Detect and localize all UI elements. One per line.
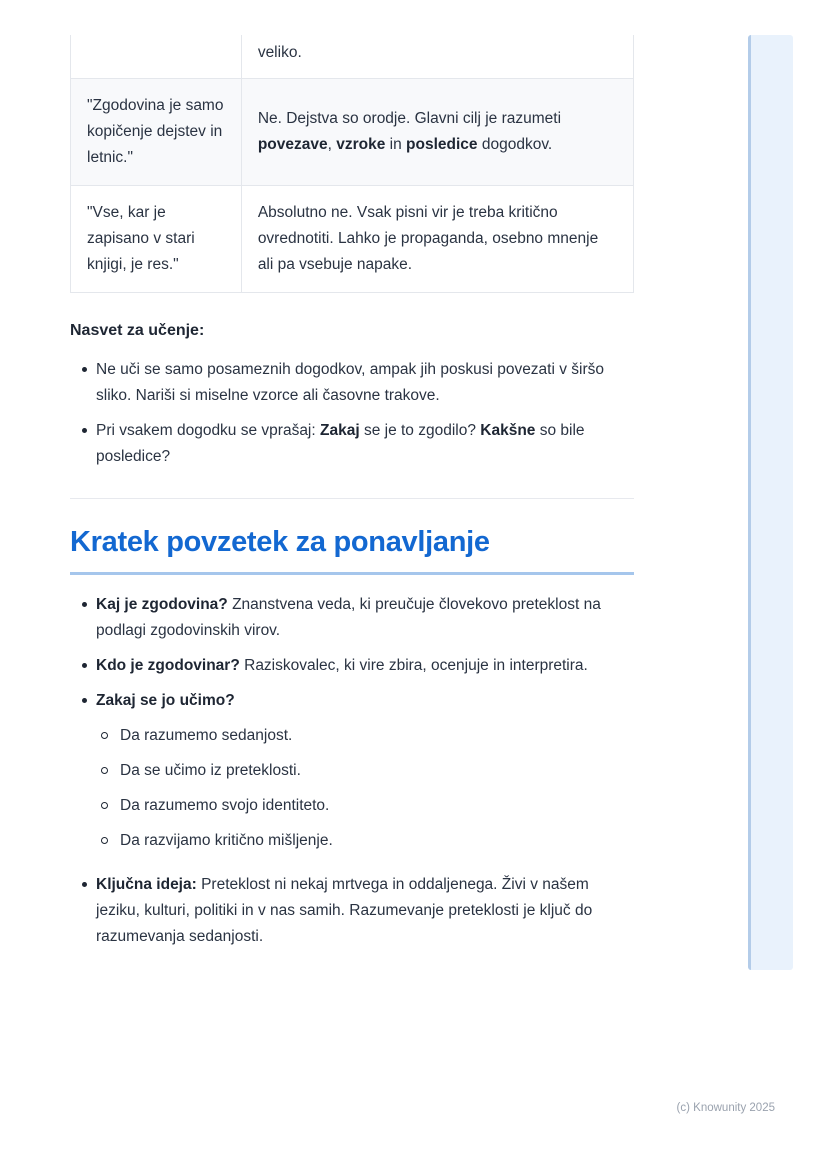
bold-text: posledice <box>406 135 478 153</box>
tips-heading: Nasvet za učenje: <box>70 321 205 339</box>
cell-text: "Zgodovina je samo kopičenje dejstev in letnic." <box>87 96 224 166</box>
list-item <box>70 688 634 863</box>
cell-text: Absolutno ne. Vsak pisni vir je treba kritično ovrednotiti. Lahko je propaganda, osebno mnenje ali pa vsebuje napake. <box>257 203 599 273</box>
table-cell-left <box>71 35 242 78</box>
bold-text: vzroke <box>336 135 386 153</box>
bullet-dot-icon <box>82 602 87 607</box>
summary-sub-list <box>96 723 333 854</box>
bullet-circle-icon <box>101 732 108 739</box>
list-item <box>70 592 634 644</box>
bullet-dot-icon <box>82 882 87 887</box>
table-cell-left <box>71 78 242 185</box>
tip-text-segment: so bile posledice? <box>96 421 585 465</box>
sub-list-item <box>96 828 333 854</box>
summary-text <box>96 592 634 644</box>
footer-credit: (c) Knowunity 2025 <box>676 1102 775 1114</box>
summary-text-segment: Znanstvena veda, ki preučuje človekovo preteklost na podlagi zgodovinskih virov. <box>96 595 601 639</box>
sub-list-item <box>96 793 333 819</box>
table-row <box>71 78 634 185</box>
cell-text: Ne. Dejstva so orodje. Glavni cilj je razumeti <box>257 109 562 127</box>
table-row <box>71 185 634 292</box>
bullet-dot-icon <box>82 698 87 703</box>
sub-list-item <box>96 758 333 784</box>
table-cell-right <box>241 185 633 292</box>
sub-item-text: Da razumemo svojo identiteto. <box>120 796 330 814</box>
cell-text: in <box>385 135 407 153</box>
summary-text <box>96 688 333 863</box>
cell-text: dogodkov. <box>477 135 553 153</box>
bold-lead: Ključna ideja: <box>96 875 197 893</box>
bold-lead: Kaj je zgodovina? <box>96 595 228 613</box>
summary-text-segment: Preteklost ni nekaj mrtvega in oddaljenega. Živi v našem jeziku, kulturi, politiki in v nas samih. Razumevanje preteklosti je ključ do razumevanja sedanjosti. <box>96 875 593 945</box>
bullet-circle-icon <box>101 802 108 809</box>
summary-text <box>96 872 634 950</box>
bullet-dot-icon <box>82 367 87 372</box>
list-item <box>70 653 634 679</box>
tip-text-segment: se je to zgodilo? <box>359 421 481 439</box>
list-item <box>70 418 634 470</box>
page-edge-bar <box>748 35 793 970</box>
sub-item-text: Da se učimo iz preteklosti. <box>120 761 301 779</box>
tip-text-segment: Pri vsakem dogodku se vprašaj: <box>96 421 320 439</box>
bold-lead: Zakaj se jo učimo? <box>96 691 235 709</box>
cell-text: veliko. <box>257 43 302 61</box>
myth-fact-table <box>70 35 634 293</box>
table-cell-left <box>71 185 242 292</box>
summary-text-segment: Raziskovalec, ki vire zbira, ocenjuje in interpretira. <box>239 656 588 674</box>
bold-text: Kakšne <box>480 421 536 439</box>
tip-text <box>96 418 634 470</box>
sub-item-text: Da razumemo sedanjost. <box>120 726 293 744</box>
summary-list <box>70 592 634 950</box>
table-row <box>71 35 634 78</box>
page-content <box>70 0 634 950</box>
bullet-dot-icon <box>82 428 87 433</box>
bullet-dot-icon <box>82 663 87 668</box>
table-cell-right <box>241 78 633 185</box>
cell-text: , <box>327 135 337 153</box>
bold-text: Zakaj <box>320 421 360 439</box>
list-item <box>70 872 634 950</box>
bullet-circle-icon <box>101 767 108 774</box>
bold-text: povezave <box>257 135 328 153</box>
sub-item-text: Da razvijamo kritično mišljenje. <box>120 831 333 849</box>
cell-text: "Vse, kar je zapisano v stari knjigi, je res." <box>87 203 195 273</box>
summary-text <box>96 653 588 679</box>
list-item <box>70 357 634 409</box>
sub-list-item <box>96 723 333 749</box>
tip-text: Ne uči se samo posameznih dogodkov, ampak jih poskusi povezati v širšo sliko. Nariši si miselne vzorce ali časovne trakove. <box>96 360 605 404</box>
tips-list <box>70 357 634 470</box>
section-divider <box>70 498 634 499</box>
bold-lead: Kdo je zgodovinar? <box>96 656 240 674</box>
section-heading: Kratek povzetek za ponavljanje <box>70 525 634 575</box>
bullet-circle-icon <box>101 837 108 844</box>
table-cell-right <box>241 35 633 78</box>
